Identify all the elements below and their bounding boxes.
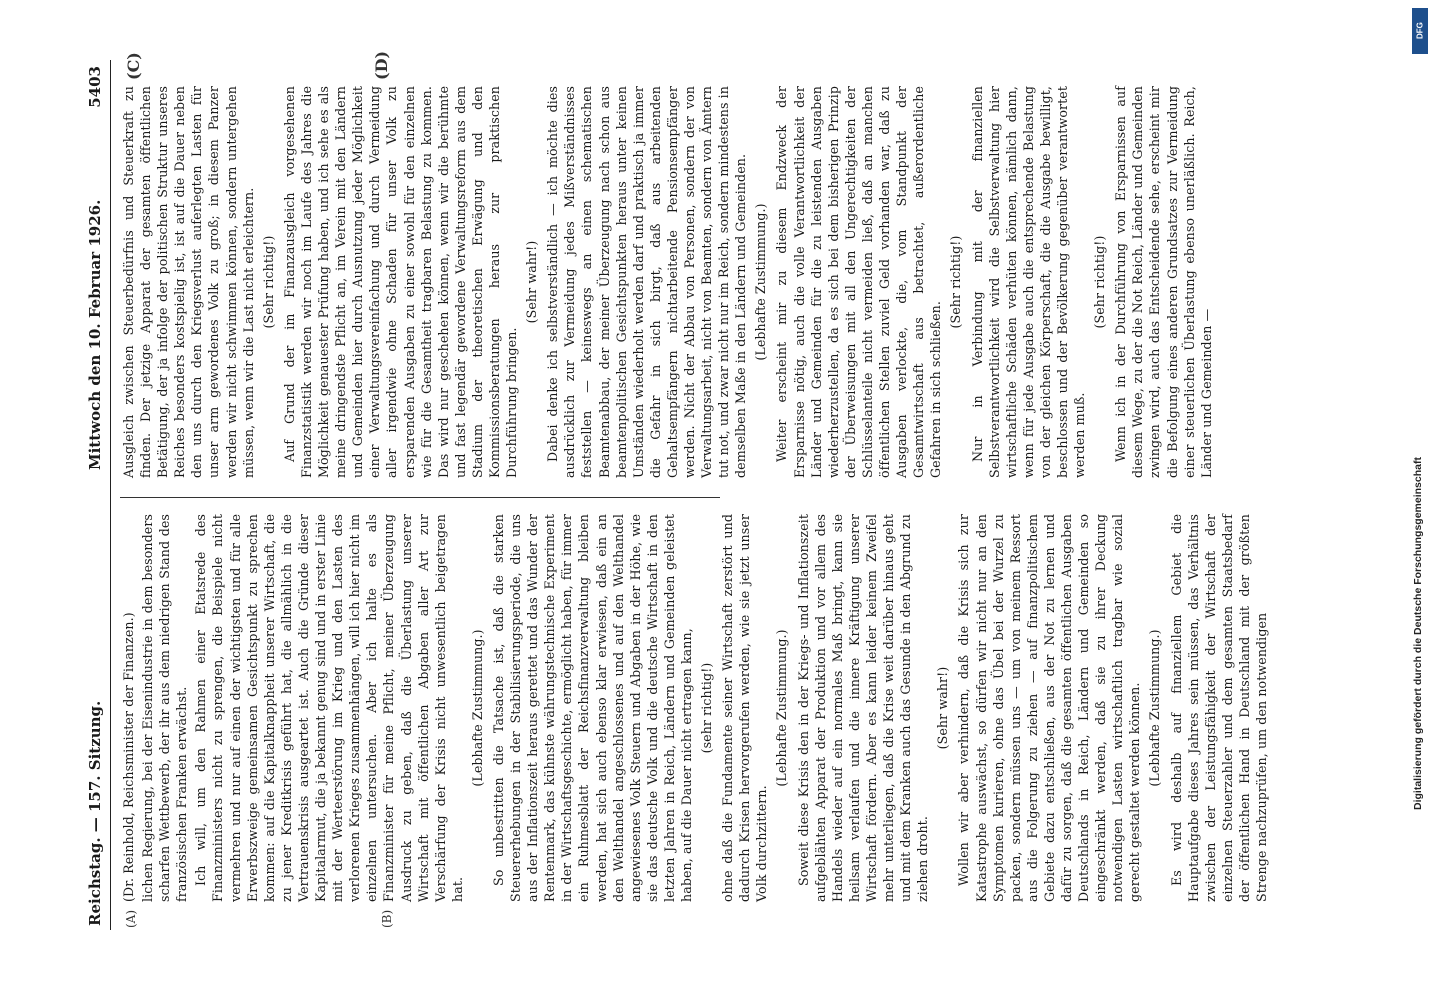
paragraph: So unbestritten die Tatsache ist, daß die starken Steuererhebungen in der Stabilisierungsperiode, die uns aus der Inflationszeit heraus gerettet und das Wunder der Rentenmark, das kühnste währungstechnische Experiment in der Wirtschaftsgeschichte, ermöglicht haben, für immer ein Ruhmesblatt der Reichsfinanzverwaltung bleiben werden, hat sich auch ebenso klar erwiesen, daß ein an den Welthandel angeschlossenes und auf den Welthandel angewiesenes Volk Steuern und Abgaben in der Höhe, wie sie das deutsche Volk und die deutsche Wirtschaft in den letzten Jahren in Reich, Ländern und Gemeinden geleistet haben, auf die Dauer nicht ertragen kann,	[490, 514, 694, 902]
page-number: 5403	[86, 66, 104, 108]
interjection: (Lebhafte Zustimmung.)	[774, 629, 790, 787]
left-column	[120, 514, 1269, 902]
paragraph: Wenn ich in der Durchführung von Ersparnissen auf diesem Wege, zu der die Not Reich, Länder und Gemeinden zwingen wird, auch das Entscheidende sehe, erscheint mir die Befolgung eines anderen Grundsatzes zur Vermeidung einer steuerlichen Überlastung ebenso unerläßlich. Reich, Länder und Gemeinden —	[1113, 86, 1214, 478]
paragraph: Es wird deshalb auf finanziellem Gebiet die Hauptaufgabe dieses Jahres sein müssen, das Verhältnis zwischen der Leistungsfähigkeit der Wirtschaft der einzelnen Steuerzahler und dem gesamten Staatsbedarf der öffentlichen Hand in Deutschland mit der größten Strenge nachzuprüfen, um den notwendigen	[1168, 514, 1269, 902]
rotated-page-content	[80, 50, 1269, 930]
paragraph: Weiter erscheint mir zu diesem Endzweck der Ersparnisse nötig, auch die volle Verantwortlichkeit der Länder und Gemeinden für die zu leistenden Ausgaben wiederherzustellen, da es sich bei dem bisherigen Prinzip der Überweisungen mit all den Ungerechtigkeiten der Schlüsselanteile nicht vermeiden ließ, daß an manchen öffentlichen Stellen zuviel Geld vorhanden war, daß zu Ausgaben verlockte, die, vom Standpunkt der Gesamtwirtschaft aus betrachtet, außerordentliche Gefahren in sich schließen.	[774, 86, 944, 478]
interjection: (Sehr richtig!)	[260, 235, 276, 329]
interjection: (sehr richtig!)	[699, 662, 715, 754]
interjection: (Sehr wahr!)	[935, 666, 951, 750]
interjection: (Sehr wahr!)	[524, 240, 540, 324]
margin-letter-a: (A)	[124, 909, 138, 928]
paragraph: Wollen wir aber verhindern, daß die Krisis sich zur Katastrophe auswächst, so dürfen wir nicht nur an den Symptomen kurieren, ohne das Übel bei der Wurzel zu packen, sondern müssen uns — um von meinem Ressort aus die Folgerung zu ziehen — auf finanzpolitischem Gebiete dazu entschließen, aus der Not zu lernen und dafür zu sorgen, daß die gesamten öffentlichen Ausgaben Deutschlands in Reich, Ländern und Gemeinden so eingeschränkt werden, daß sie zu ihrer Deckung notwendigen Lasten wirtschaftlich tragbar wie sozial gerecht gestaltet werden können.	[956, 514, 1143, 902]
digitization-note-text: Digitalisierung gefördert durch die Deutsche Forschungsgemeinschaft	[1412, 457, 1424, 810]
interjection: (Lebhafte Zustimmung.)	[469, 629, 485, 787]
paragraph: Dabei denke ich selbstverständlich — ich möchte dies ausdrücklich zur Vermeidung jedes Mißverständnisses feststellen — keineswegs an einen schematischen Beamtenabbau, der meiner Überzeugung nach schon aus beamtenpolitischen Gesichtspunkten heraus unter keinen Umständen wiederholt werden darf und praktisch ja immer die Gefahr in sich birgt, daß aus arbeitenden Gehaltsempfängern nichtarbeitende Pensionsempfänger werden. Nicht der Abbau von Personen, sondern der von Verwaltungsarbeit, nicht von Beamten, sondern von Ämtern tut not, und zwar nicht nur im Reich, sondern mindestens in demselben Maße in den Ländern und Gemeinden.	[545, 86, 749, 478]
interjection: (Lebhafte Zustimmung.)	[753, 203, 769, 361]
page-header	[80, 60, 111, 930]
dfg-logo: DFG	[1412, 8, 1428, 54]
paragraph: ohne daß die Fundamente seiner Wirtschaft zerstört und dadurch Krisen hervorgerufen werden, wie sie jetzt unser Volk durchzittern.	[720, 514, 770, 902]
margin-letter-d: (D)	[372, 50, 391, 80]
column-divider	[120, 497, 720, 498]
margin-letter-c: (C)	[124, 52, 143, 80]
interjection: (Sehr richtig!)	[1092, 235, 1108, 329]
paragraph: lichen Regierung, bei der Eisenindustrie in dem besonders scharfen Wettbewerb, der ihr aus dem niedrigen Stand des französischen Franken erwächst.	[140, 514, 190, 902]
header-session: Reichstag. — 157. Sitzung.	[86, 700, 104, 926]
paragraph: (Dr. Reinhold, Reichsminister der Finanzen.)	[121, 612, 136, 902]
interjection: (Sehr richtig!)	[948, 235, 964, 329]
right-column	[120, 86, 1214, 478]
paragraph: Nur in Verbindung mit der finanziellen Selbstverantwortlichkeit wird die Selbstverwaltung hier wirtschaftliche Schäden verhüten können, nämlich dann, wenn für jede Ausgabe auch die entsprechende Belastung von der gleichen Körperschaft, die die Ausgabe bewilligt, beschlossen und der Bevölkerung gegenüber verantwortet werden muß.	[969, 86, 1088, 478]
header-date: Mittwoch den 10. Februar 1926.	[86, 199, 104, 470]
interjection: (Lebhafte Zustimmung.)	[1147, 629, 1163, 787]
paragraph: Ausgleich zwischen Steuerbedürfnis und Steuerkraft zu finden. Der jetzige Apparat der gesamten öffentlichen Betätigung, der ja infolge der politischen Struktur unseres Reiches besonders kostspielig ist, ist auf die Dauer neben den uns durch den Kriegsverlust auferlegten Lasten für unser arm gewordenes Volk zu groß; in diesem Panzer werden wir nicht schwimmen können, sondern untergehen müssen, wenn wir die Last nicht erleichtern.	[121, 86, 256, 478]
paragraph: Soweit diese Krisis den in der Kriegs- und Inflationszeit aufgeblähten Apparat der Produktion und vor allem des Handels wieder auf ein normales Maß bringt, kann sie heilsam verlaufen und die innere Kräftigung unserer Wirtschaft fördern. Aber es kann leider keinem Zweifel mehr unterliegen, daß die Krise weit darüber hinaus geht und mit dem Kranken auch das Gesunde in den Abgrund zu ziehen droht.	[795, 514, 931, 902]
margin-letter-b: (B)	[380, 909, 394, 928]
paragraph: Ich will, um den Rahmen einer Etatsrede des Finanzministers nicht zu sprengen, die Beispiele nicht vermehren und nur auf einen der wichtigsten und für alle Erwerbszweige gemeinsamen Gesichtspunkt zu sprechen kommen: auf die Kapitalknappheit unserer Wirtschaft, die zu jener Kreditkrisis geführt hat, die allmählich in die Vertrauenskrisis ausgeartet ist. Auch die Gründe dieser Kapitalarmut, die ja bekannt genug sind und in erster Linie mit der Werteerstörung im Krieg und den Lasten des verlorenen Krieges zusammenhängen, will ich hier nicht im einzelnen untersuchen. Aber ich halte es als Finanzminister für meine Pflicht, meiner Überzeugung Ausdruck zu geben, daß die Überlastung unserer Wirtschaft mit öffentlichen Abgaben aller Art zur Verschärfung der Krisis nicht unwesentlich beigetragen hat.	[193, 514, 465, 902]
digitization-note	[1412, 190, 1428, 810]
paragraph: Auf Grund der im Finanzausgleich vorgesehenen Finanzstatistik werden wir noch im Laufe des Jahres die Möglichkeit genauester Prüfung haben, und ich sehe es als meine dringendste Pflicht an, im Verein mit den Ländern und Gemeinden hier durch Ausnutzung jeder Möglichkeit einer Verwaltungsvereinfachung und durch Vermeidung aller irgendwie ohne Schaden für unser Volk zu ersparenden Ausgaben zu einer sowohl für den einzelnen wie für die Gesamtheit tragbaren Belastung zu kommen. Das wird nur geschehen können, wenn wir die berühmte und fast legendär gewordene Verwaltungsreform aus dem Stadium der theoretischen Erwägung und den Kommissionsberatungen heraus zur praktischen Durchführung bringen.	[281, 86, 520, 478]
